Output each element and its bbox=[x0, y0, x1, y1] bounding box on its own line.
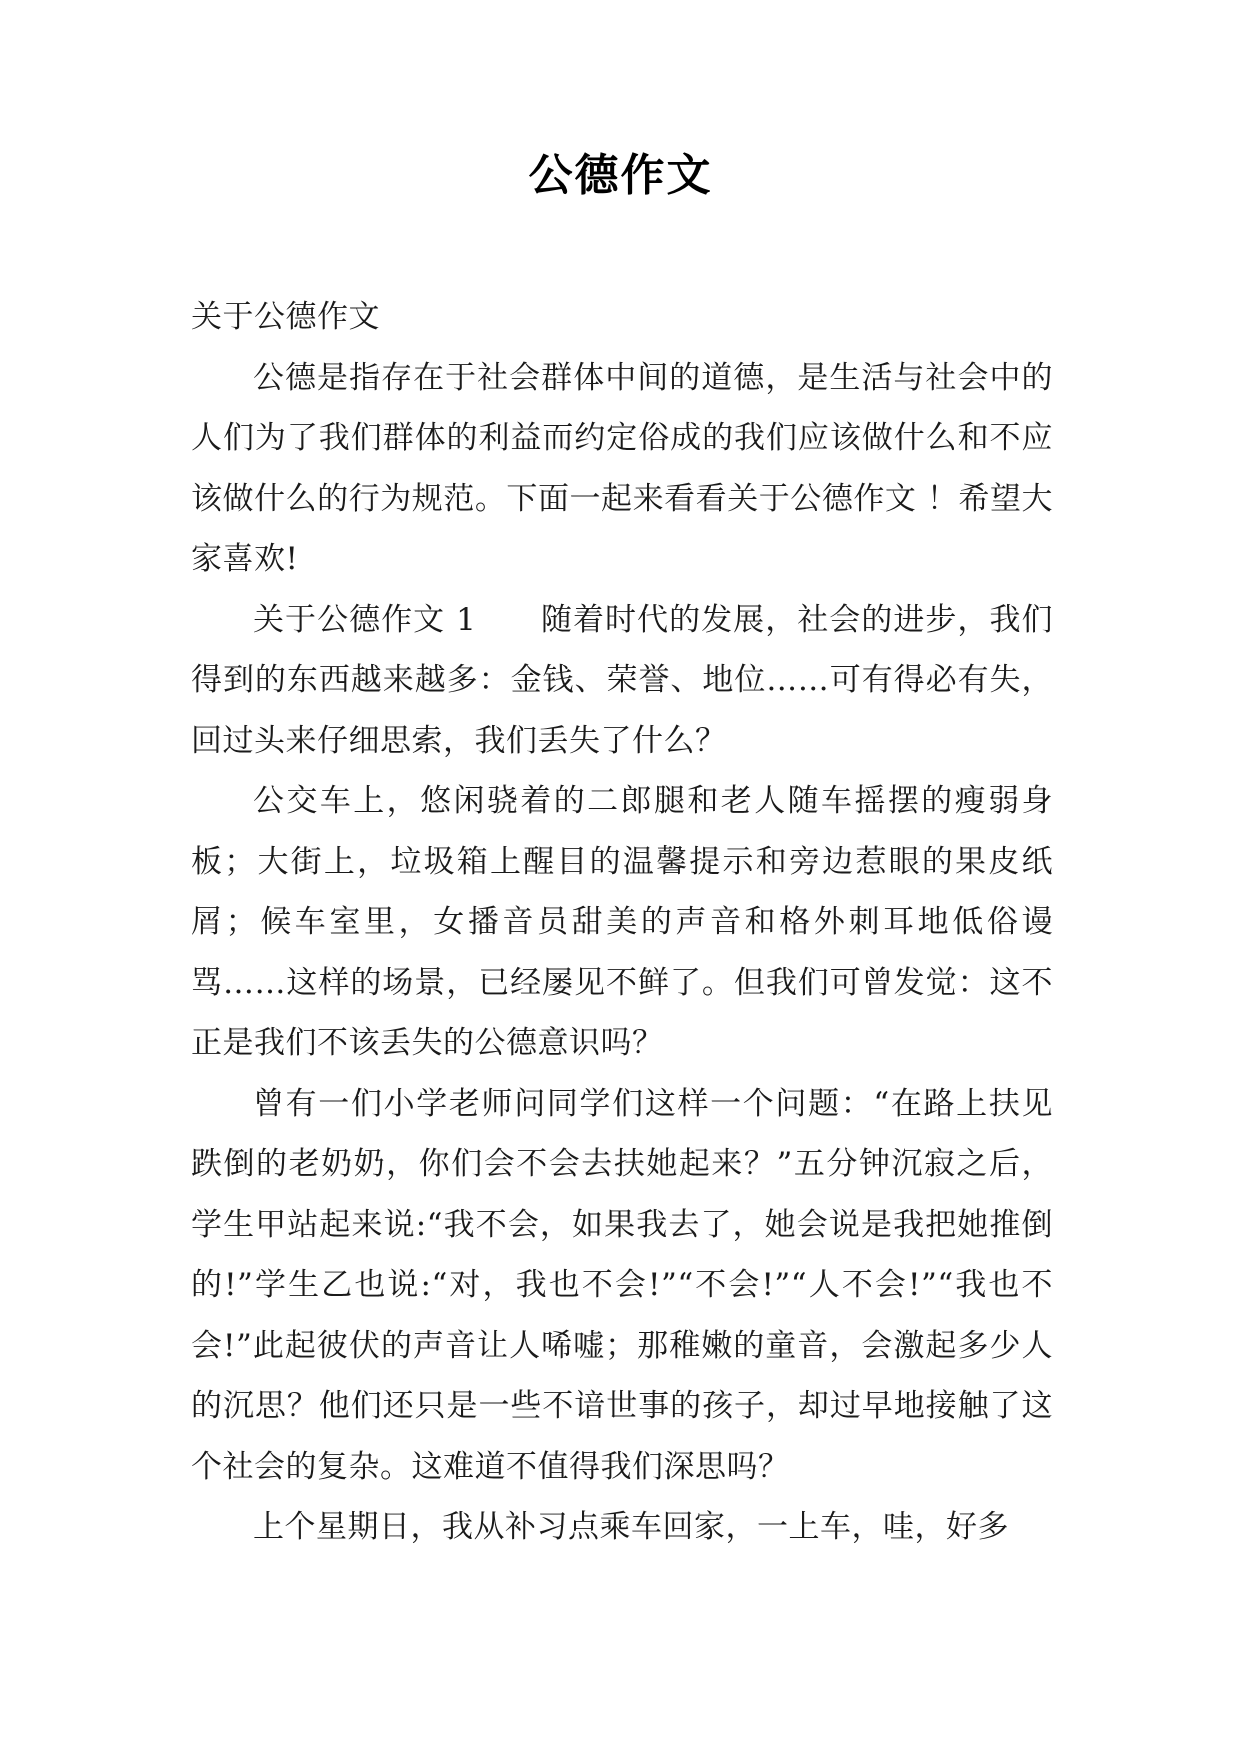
paragraph: 曾有一们小学老师问同学们这样一个问题：“在路上扶见跌倒的老奶奶，你们会不会去扶她起来？”五分钟沉寂之后，学生甲站起来说:“我不会，如果我去了，她会说是我把她推倒的!”学生乙也说:“对，我也不会!”“不会!”“人不会!”“我也不会!”此起彼伏的声音让人唏嘘；那稚嫩的童音，会激起多少人的沉思？他们还只是一些不谙世事的孩子，却过早地接触了这个社会的复杂。这难道不值得我们深思吗？ bbox=[191, 1085, 1053, 1485]
paragraph: 公德是指存在于社会群体中间的道德，是生活与社会中的人们为了我们群体的利益而约定俗成的我们应该做什么和不应该做什么的行为规范。下面一起来看看关于公德作文 ！希望大家喜欢! bbox=[191, 359, 1053, 577]
paragraph: 公交车上，悠闲骁着的二郎腿和老人随车摇摆的瘦弱身板；大街上，垃圾箱上醒目的温馨提示和旁边惹眼的果皮纸屑；候车室里，女播音员甜美的声音和格外刺耳地低俗谩骂……这样的场景，已经屡见不鲜了。但我们可曾发觉：这不正是我们不该丢失的公德意识吗？ bbox=[191, 783, 1053, 1061]
paragraph: 关于公德作文 1 随着时代的发展，社会的进步，我们得到的东西越来越多：金钱、荣誉、地位……可有得必有失，回过头来仔细思索，我们丢失了什么？ bbox=[191, 601, 1053, 759]
document-subtitle: 关于公德作文 bbox=[191, 299, 380, 335]
paragraph: 上个星期日，我从补习点乘车回家，一上车，哇，好多 bbox=[253, 1509, 1009, 1545]
document-title: 公德作文 bbox=[528, 150, 713, 201]
document-body bbox=[191, 287, 1053, 1558]
